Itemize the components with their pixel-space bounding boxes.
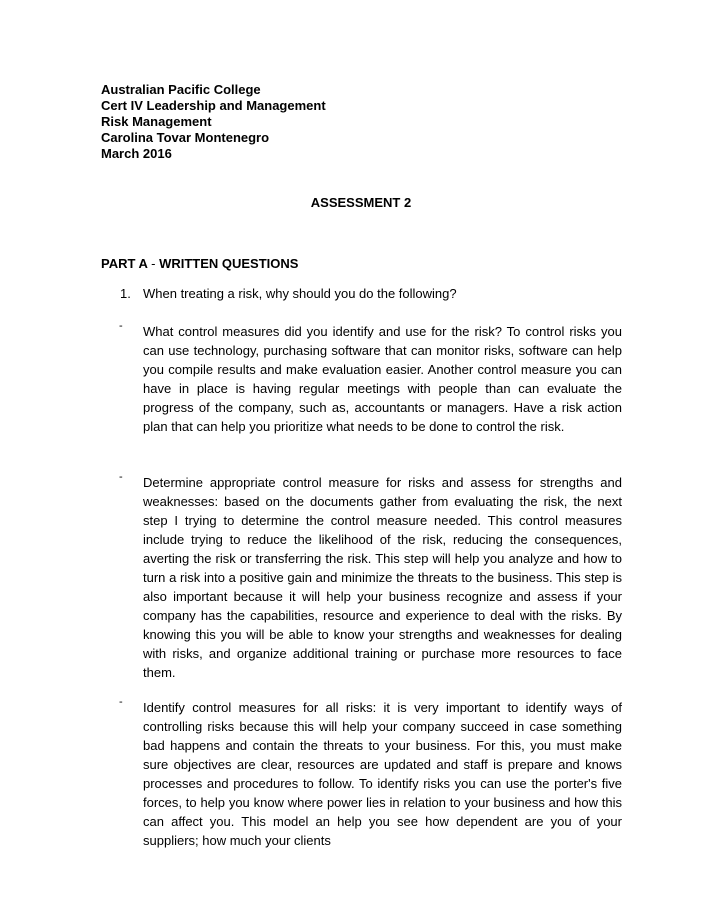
bullet-text: What control measures did you identify and use for the risk? To control risks you can use technology, purchasing software that can monitor risks, software can help you compile results and make evaluation easier. Another control measure you can have in place is having regular meetings with people than can evaluate the progress of the company, such as, accountants or managers. Have a risk action plan that can help you prioritize what needs to be done to control the risk.	[143, 324, 622, 434]
bullet-paragraph	[119, 471, 622, 682]
bullet-paragraph	[119, 696, 622, 850]
author-name: Carolina Tovar Montenegro	[101, 130, 270, 145]
part-label: PART A	[101, 256, 148, 271]
part-title: WRITTEN QUESTIONS	[159, 256, 299, 271]
bullet-marker: -	[119, 696, 123, 708]
question-item	[120, 286, 457, 302]
document-header	[101, 82, 326, 162]
bullet-text: Determine appropriate control measure for risks and assess for strengths and weaknesses: based on the documents gather from evaluating the risk, the next step I trying to determine the control measure needed. This control measures include trying to reduce the likelihood of the risk, reducing the consequences, averting the risk or transferring the risk. This step will help you analyze and how to turn a risk into a positive gain and minimize the threats to the business. This step is also important because it will help your business recognize and assess if your company has the capabilities, resource and experience to deal with the risks. By knowing this you will be able to know your strengths and weaknesses for dealing with risks, and organize additional training or purchase more resources to face them.	[143, 475, 622, 680]
part-separator: -	[151, 256, 156, 271]
document-title: ASSESSMENT 2	[310, 195, 412, 210]
unit-name: Risk Management	[101, 114, 212, 129]
bullet-text: Identify control measures for all risks: it is very important to identify ways of controlling risks because this will help your company succeed in case something bad happens and contain the threats to your business. For this, you must make sure objectives are clear, resources are updated and staff is prepare and knows processes and procedures to follow. To identify risks you can use the porter's five forces, to help you know where power lies in relation to your business and how this can affect you. This model an help you see how dependent are you of your suppliers; how much your clients	[143, 700, 622, 848]
document-date: March 2016	[101, 146, 172, 161]
bullet-marker: -	[119, 320, 123, 332]
part-heading	[101, 256, 298, 272]
question-text: When treating a risk, why should you do the following?	[143, 286, 457, 301]
college-name: Australian Pacific College	[101, 82, 261, 97]
question-number: 1.	[120, 286, 131, 301]
bullet-marker: -	[119, 471, 123, 483]
course-name: Cert IV Leadership and Management	[101, 98, 326, 113]
bullet-paragraph	[119, 320, 622, 436]
